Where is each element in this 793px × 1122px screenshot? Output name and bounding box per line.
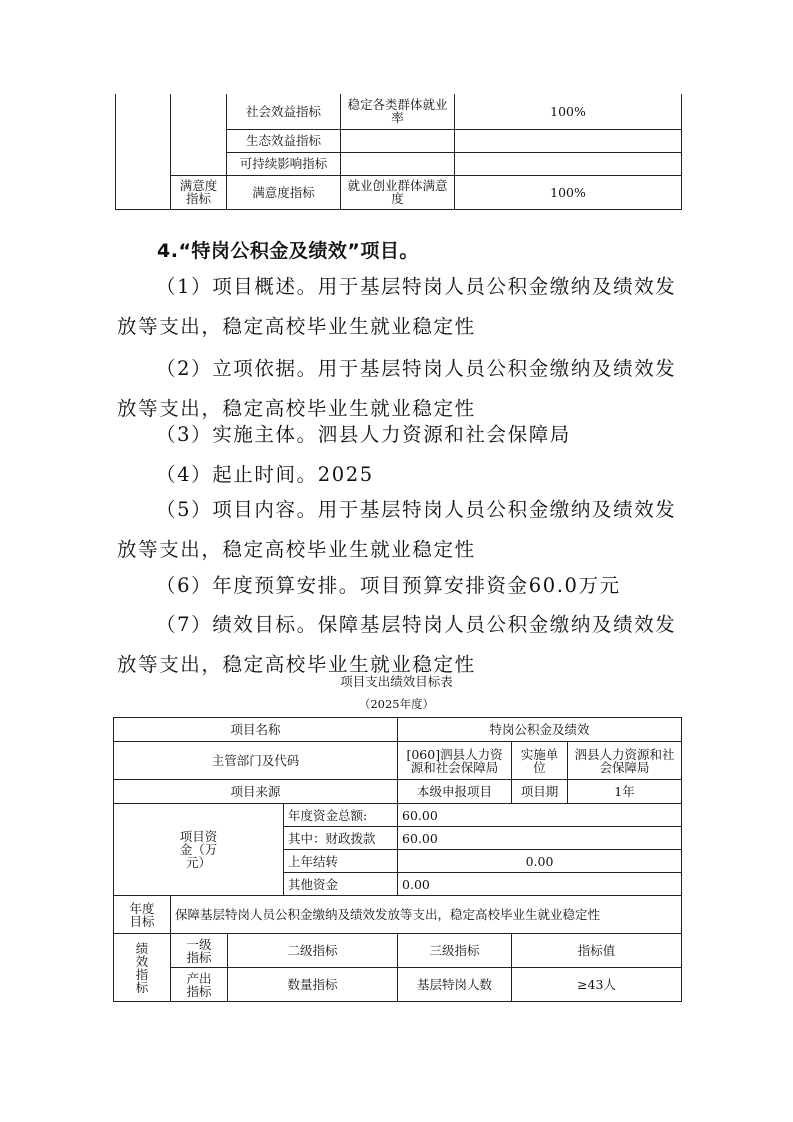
value-cell: 100%: [455, 175, 682, 209]
level2-cell: 满意度指标: [171, 175, 227, 209]
paragraph-overview: （1）项目概述。用于基层特岗人员公积金缴纳及绩效发放等支出，稳定高校毕业生就业稳定性: [117, 275, 677, 338]
fund-carryover-label: 上年结转: [284, 850, 398, 873]
level3-cell: 生态效益指标: [227, 129, 341, 152]
source-value: 本级申报项目: [398, 780, 512, 804]
value-cell: [455, 129, 682, 152]
dept-value: [060]泗县人力资源和社会保障局: [398, 742, 512, 780]
project-name-value: 特岗公积金及绩效: [398, 718, 682, 742]
fund-fiscal-label: 其中：财政拨款: [284, 827, 398, 850]
section-heading: 4.“特岗公积金及绩效”项目。: [157, 240, 419, 262]
indicator-cell: [341, 152, 455, 175]
period-label: 项目期: [512, 780, 568, 804]
fund-carryover-value: 0.00: [398, 850, 682, 873]
blank-cell: [171, 94, 227, 175]
top-indicator-table: [115, 94, 682, 210]
row-value: ≥43人: [512, 968, 682, 1002]
fund-other-label: 其他资金: [284, 873, 398, 896]
level3-cell: 社会效益指标: [227, 94, 341, 129]
row-level2: 数量指标: [228, 968, 398, 1002]
dept-label: 主管部门及代码: [114, 742, 398, 780]
paragraph-period: （4）起止时间。2025: [156, 463, 374, 486]
header-value: 指标值: [512, 934, 682, 968]
value-cell: 100%: [455, 94, 682, 129]
level3-cell: 可持续影响指标: [227, 152, 341, 175]
indicator-cell: [341, 129, 455, 152]
header-level1: 一级指标: [171, 934, 228, 968]
value-cell: [455, 152, 682, 175]
source-label: 项目来源: [114, 780, 398, 804]
header-level2: 二级指标: [228, 934, 398, 968]
paragraph-budget: （6）年度预算安排。项目预算安排资金60.0万元: [156, 574, 621, 597]
row-level3: 基层特岗人数: [398, 968, 512, 1002]
level3-cell: 满意度指标: [227, 175, 341, 209]
fund-fiscal-value: 60.00: [398, 827, 682, 850]
indicator-cell: 就业创业群体满意度: [341, 175, 455, 209]
paragraph-goal: （7）绩效目标。保障基层特岗人员公积金缴纳及绩效发放等支出，稳定高校毕业生就业稳定性: [117, 613, 677, 676]
annual-goal-label: 年度目标: [114, 896, 171, 934]
annual-goal-text: 保障基层特岗人员公积金缴纳及绩效发放等支出，稳定高校毕业生就业稳定性: [171, 896, 682, 934]
perf-indicator-label: 绩效指标: [114, 934, 171, 1002]
table-caption: 项目支出绩效目标表: [340, 674, 453, 689]
impl-label: 实施单位: [512, 742, 568, 780]
fund-other-value: 0.00: [398, 873, 682, 896]
paragraph-entity: （3）实施主体。泗县人力资源和社会保障局: [156, 423, 571, 446]
header-level3: 三级指标: [398, 934, 512, 968]
impl-value: 泗县人力资源和社会保障局: [568, 742, 682, 780]
table-subcaption: （2025年度）: [358, 697, 435, 711]
fund-total-label: 年度资金总额:: [284, 804, 398, 827]
indicator-cell: 稳定各类群体就业率: [341, 94, 455, 129]
fund-total-value: 60.00: [398, 804, 682, 827]
project-name-label: 项目名称: [114, 718, 398, 742]
paragraph-content: （5）项目内容。用于基层特岗人员公积金缴纳及绩效发放等支出，稳定高校毕业生就业稳定性: [117, 498, 677, 561]
paragraph-basis: （2）立项依据。用于基层特岗人员公积金缴纳及绩效发放等支出，稳定高校毕业生就业稳定性: [117, 357, 677, 420]
funds-label: 项目资金（万元）: [114, 804, 284, 896]
row-level1: 产出指标: [171, 968, 228, 1002]
period-value: 1年: [568, 780, 682, 804]
blank-cell: [116, 94, 171, 209]
performance-target-table: [113, 717, 682, 1002]
